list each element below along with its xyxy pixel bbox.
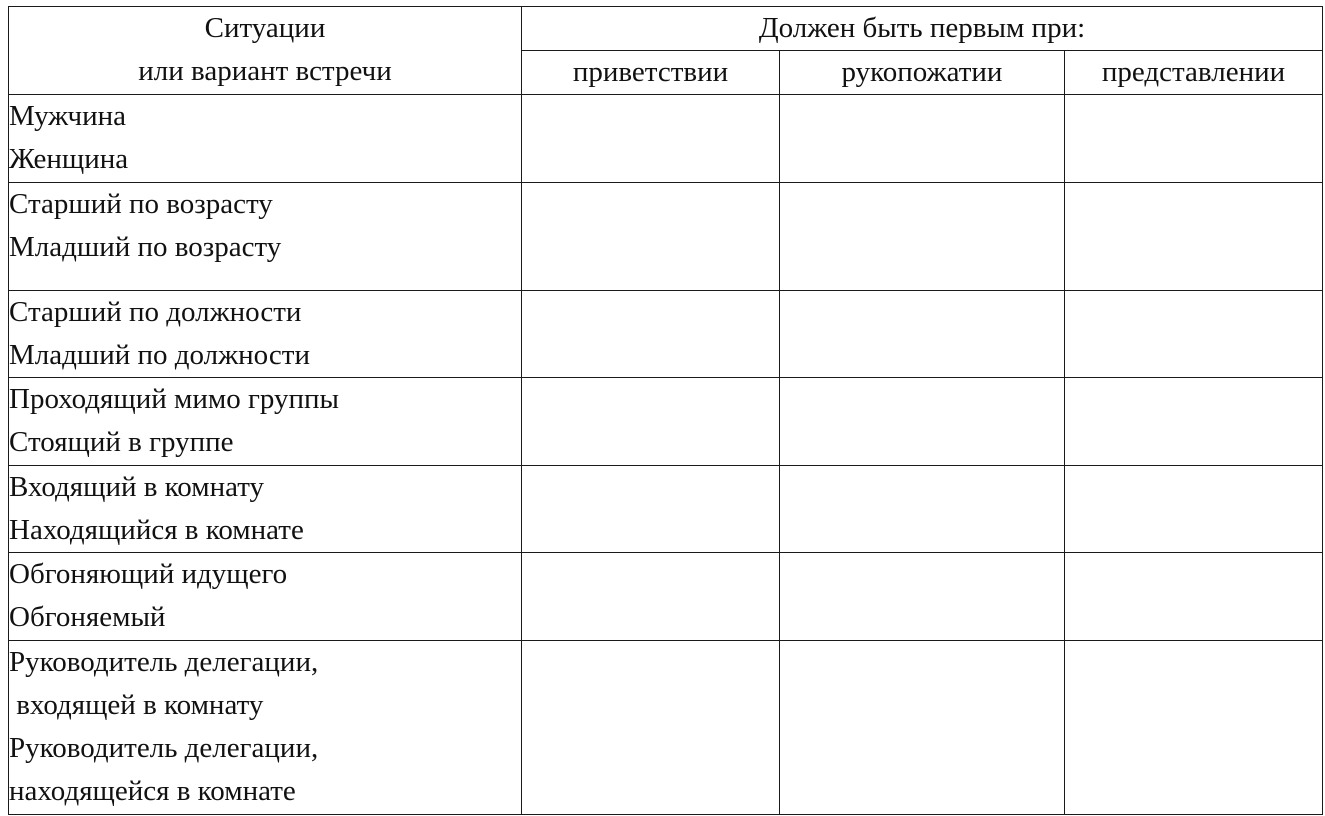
situation-line: Находящийся в комнате bbox=[9, 514, 304, 546]
header-situation-line2: или вариант встречи bbox=[138, 55, 392, 87]
table-row bbox=[9, 378, 1323, 466]
introduction-cell[interactable] bbox=[1065, 378, 1323, 466]
situation-line: Обгоняемый bbox=[9, 601, 166, 633]
greeting-cell[interactable] bbox=[522, 466, 780, 553]
handshake-cell[interactable] bbox=[780, 95, 1065, 183]
introduction-cell[interactable] bbox=[1065, 553, 1323, 641]
situation-line: Стоящий в группе bbox=[9, 426, 234, 458]
greeting-cell[interactable] bbox=[522, 183, 780, 291]
header-group: Должен быть первым при: bbox=[522, 7, 1323, 51]
situation-line: Старший по возрасту bbox=[9, 188, 273, 220]
situation-line: Руководитель делегации, bbox=[9, 732, 319, 764]
situation-cell bbox=[9, 291, 522, 378]
situation-cell bbox=[9, 378, 522, 466]
handshake-cell[interactable] bbox=[780, 466, 1065, 553]
table-row bbox=[9, 553, 1323, 641]
table-row bbox=[9, 641, 1323, 815]
situation-cell bbox=[9, 641, 522, 815]
introduction-cell[interactable] bbox=[1065, 291, 1323, 378]
situation-cell bbox=[9, 95, 522, 183]
greeting-cell[interactable] bbox=[522, 378, 780, 466]
table-row bbox=[9, 183, 1323, 291]
situation-line: Входящий в комнату bbox=[9, 471, 265, 503]
introduction-cell[interactable] bbox=[1065, 95, 1323, 183]
table-row bbox=[9, 466, 1323, 553]
situation-line: Мужчина bbox=[9, 100, 126, 132]
situation-line: Старший по должности bbox=[9, 296, 302, 328]
situation-cell bbox=[9, 553, 522, 641]
greeting-cell[interactable] bbox=[522, 291, 780, 378]
header-greeting: приветствии bbox=[522, 51, 780, 95]
greeting-cell[interactable] bbox=[522, 553, 780, 641]
table-row bbox=[9, 95, 1323, 183]
header-introduction: представлении bbox=[1065, 51, 1323, 95]
situation-line: Руководитель делегации, bbox=[9, 646, 319, 678]
situation-cell bbox=[9, 466, 522, 553]
header-handshake: рукопожатии bbox=[780, 51, 1065, 95]
greeting-cell[interactable] bbox=[522, 641, 780, 815]
handshake-cell[interactable] bbox=[780, 553, 1065, 641]
situation-line: Женщина bbox=[9, 143, 129, 175]
situation-cell bbox=[9, 183, 522, 291]
situation-line: Проходящий мимо группы bbox=[9, 383, 340, 415]
introduction-cell[interactable] bbox=[1065, 641, 1323, 815]
situation-line: Младший по должности bbox=[9, 339, 310, 371]
introduction-cell[interactable] bbox=[1065, 466, 1323, 553]
situation-line: Младший по возрасту bbox=[9, 231, 282, 263]
etiquette-table bbox=[8, 6, 1323, 815]
situation-line: находящейся в комнате bbox=[9, 775, 296, 807]
situation-line: Обгоняющий идущего bbox=[9, 558, 288, 590]
handshake-cell[interactable] bbox=[780, 641, 1065, 815]
situation-line: входящей в комнату bbox=[9, 689, 264, 721]
header-situation-line1: Ситуации bbox=[204, 12, 326, 44]
handshake-cell[interactable] bbox=[780, 183, 1065, 291]
handshake-cell[interactable] bbox=[780, 291, 1065, 378]
header-situation bbox=[9, 7, 522, 95]
introduction-cell[interactable] bbox=[1065, 183, 1323, 291]
greeting-cell[interactable] bbox=[522, 95, 780, 183]
table-row bbox=[9, 291, 1323, 378]
handshake-cell[interactable] bbox=[780, 378, 1065, 466]
